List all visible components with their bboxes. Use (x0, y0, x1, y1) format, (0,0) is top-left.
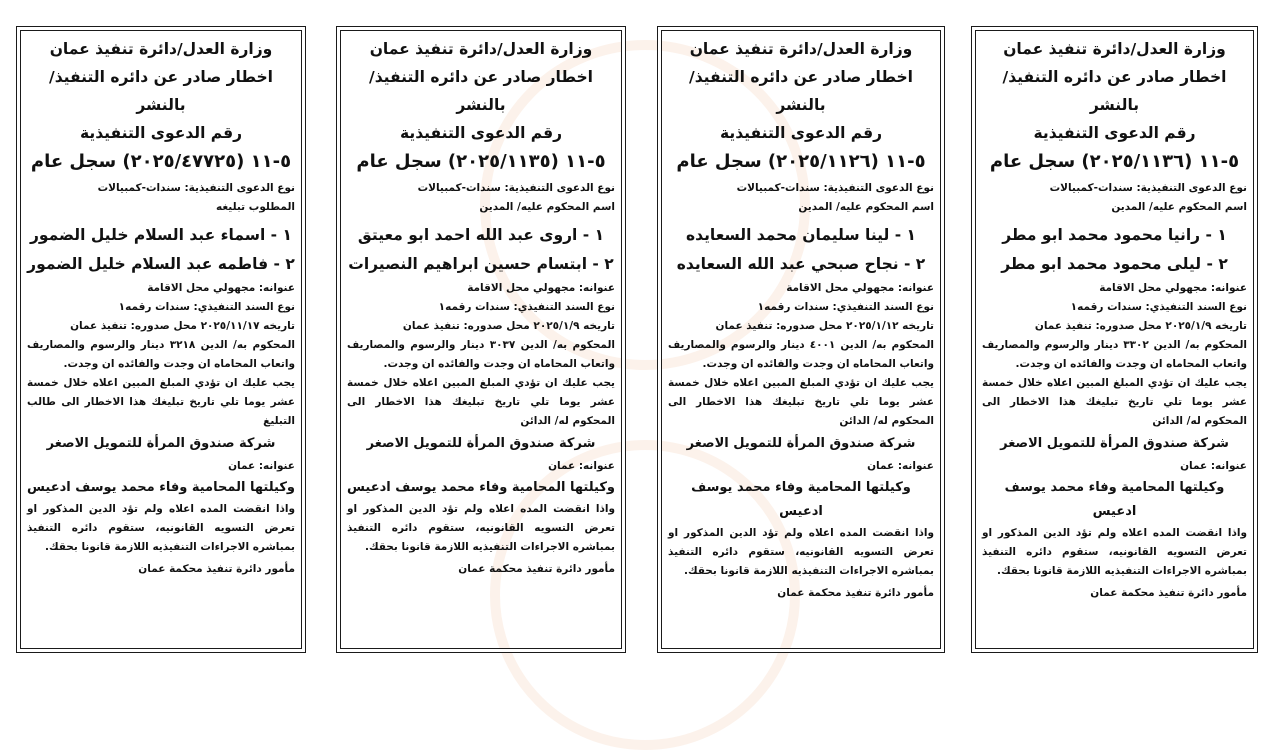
case-type: نوع الدعوى التنفيذية: سندات-كمبيالات (1049, 182, 1247, 194)
payment-demand: يجب عليك ان تؤدي المبلغ المبين اعلاه خلال خمسة عشر يوما تلي تاريخ تبليغك هذا الاخطار الى طالب التبليغ (27, 377, 295, 427)
payment-demand: يجب عليك ان تؤدي المبلغ المبين اعلاه خلال خمسة عشر يوما تلي تاريخ تبليغك هذا الاخطار الى المحكوم له/ الدائن (347, 377, 615, 427)
judgment-amount: المحكوم به/ الدين ٣٣٠٢ دينار والرسوم والمصاريف واتعاب المحاماه ان وجدت والفائده ان وجدت. (982, 339, 1247, 370)
officer-signature: مأمور دائرة تنفيذ محكمة عمان (458, 563, 615, 575)
debtor-name: ١ - لينا سليمان محمد السعايده (685, 226, 917, 244)
creditor-name: شركة صندوق المرأة للتمويل الاصغر (1000, 436, 1229, 451)
notice-card-2 (657, 26, 945, 653)
creditor-agent: وكيلتها المحامية وفاء محمد يوسف ادعيس (1004, 480, 1225, 519)
debtor-address: عنوانه: مجهولي محل الاقامة (786, 282, 934, 294)
officer-signature: مأمور دائرة تنفيذ محكمة عمان (1090, 587, 1247, 599)
bond-type: نوع السند التنفيذي: سندات رقمه١ (757, 301, 934, 313)
notice-subtitle: اخطار صادر عن دائره التنفيذ/ بالنشر (369, 68, 593, 114)
officer-signature: مأمور دائرة تنفيذ محكمة عمان (777, 587, 934, 599)
case-header: رقم الدعوى التنفيذية (399, 124, 563, 142)
bond-type: نوع السند التنفيذي: سندات رقمه١ (438, 301, 615, 313)
party-label: المطلوب تبليغه (216, 201, 295, 213)
enforcement-warning: واذا انقضت المده اعلاه ولم تؤد الدين المذكور او تعرض التسويه القانونيه، ستقوم دائره التنفيذ بمباشره الاجراءات التنفيذيه اللازمة قانونا بحقك. (27, 503, 295, 553)
ministry-heading: وزارة العدل/دائرة تنفيذ عمان (369, 40, 593, 58)
debtor-names (668, 221, 934, 279)
case-type: نوع الدعوى التنفيذية: سندات-كمبيالات (417, 182, 615, 194)
debtor-name: ٢ - فاطمه عبد السلام خليل الضمور (27, 255, 295, 273)
judgment-amount: المحكوم به/ الدين ٣٢١٨ دينار والرسوم والمصاريف واتعاب المحاماه ان وجدت والفائده ان وجدت. (27, 339, 295, 370)
notice-card-1 (971, 26, 1258, 653)
ministry-heading: وزارة العدل/دائرة تنفيذ عمان (49, 40, 273, 58)
debtor-name: ١ - رانيا محمود محمد ابو مطر (1002, 226, 1227, 244)
case-header: رقم الدعوى التنفيذية (1033, 124, 1196, 142)
party-label: اسم المحكوم عليه/ المدين (479, 201, 615, 213)
case-type: نوع الدعوى التنفيذية: سندات-كمبيالات (736, 182, 934, 194)
enforcement-warning: واذا انقضت المده اعلاه ولم تؤد الدين المذكور او تعرض التسويه القانونيه، ستقوم دائره التنفيذ بمباشره الاجراءات التنفيذيه اللازمة قانونا بحقك. (347, 503, 615, 553)
bond-date: تاريخه ٢٠٢٥/١/٩ محل صدوره: تنفيذ عمان (1034, 320, 1247, 332)
debtor-address: عنوانه: مجهولي محل الاقامة (147, 282, 295, 294)
debtor-names (27, 221, 295, 279)
judgment-amount: المحكوم به/ الدين ٣٠٣٧ دينار والرسوم والمصاريف واتعاب المحاماه ان وجدت والفائده ان وجدت. (347, 339, 615, 370)
case-number: ٥-١١ (٢٠٢٥/١١٢٦) سجل عام (676, 151, 926, 172)
debtor-name: ٢ - ليلى محمود محمد ابو مطر (1001, 255, 1228, 273)
notice-card-4 (16, 26, 306, 653)
creditor-agent: وكيلتها المحامية وفاء محمد يوسف ادعيس (691, 480, 911, 519)
bond-type: نوع السند التنفيذي: سندات رقمه١ (1070, 301, 1247, 313)
case-number: ٥-١١ (٢٠٢٥/٤٧٧٢٥) سجل عام (30, 151, 292, 172)
creditor-address: عنوانه: عمان (548, 460, 615, 472)
ministry-heading: وزارة العدل/دائرة تنفيذ عمان (1003, 40, 1226, 58)
judgment-amount: المحكوم به/ الدين ٤٠٠١ دينار والرسوم والمصاريف واتعاب المحاماه ان وجدت والفائده ان وجدت. (668, 339, 934, 370)
notice-subtitle: اخطار صادر عن دائره التنفيذ/ بالنشر (1002, 68, 1227, 114)
bond-type: نوع السند التنفيذي: سندات رقمه١ (118, 301, 295, 313)
notice-card-3 (336, 26, 626, 653)
creditor-name: شركة صندوق المرأة للتمويل الاصغر (46, 436, 276, 451)
creditor-agent: وكيلتها المحامية وفاء محمد يوسف ادعيس (347, 480, 615, 495)
case-number: ٥-١١ (٢٠٢٥/١١٣٦) سجل عام (989, 151, 1240, 172)
enforcement-warning: واذا انقضت المده اعلاه ولم تؤد الدين المذكور او تعرض التسويه القانونيه، ستقوم دائره التنفيذ بمباشره الاجراءات التنفيذيه اللازمة قانونا بحقك. (668, 527, 934, 577)
ministry-heading: وزارة العدل/دائرة تنفيذ عمان (689, 40, 913, 58)
creditor-name: شركة صندوق المرأة للتمويل الاصغر (366, 436, 596, 451)
payment-demand: يجب عليك ان تؤدي المبلغ المبين اعلاه خلال خمسة عشر يوما تلي تاريخ تبليغك هذا الاخطار الى المحكوم له/ الدائن (668, 377, 934, 427)
debtor-names (347, 221, 615, 279)
creditor-agent: وكيلتها المحامية وفاء محمد يوسف ادعيس (27, 480, 295, 495)
bond-date: تاريخه ٢٠٢٥/١/١٢ محل صدوره: تنفيذ عمان (715, 320, 934, 332)
party-label: اسم المحكوم عليه/ المدين (1111, 201, 1247, 213)
debtor-names (982, 221, 1247, 279)
payment-demand: يجب عليك ان تؤدي المبلغ المبين اعلاه خلال خمسة عشر يوما تلي تاريخ تبليغك هذا الاخطار الى المحكوم له/ الدائن (982, 377, 1247, 427)
creditor-address: عنوانه: عمان (1180, 460, 1247, 472)
bond-date: تاريخه ٢٠٢٥/١١/١٧ محل صدوره: تنفيذ عمان (70, 320, 295, 332)
creditor-address: عنوانه: عمان (867, 460, 934, 472)
party-label: اسم المحكوم عليه/ المدين (798, 201, 934, 213)
debtor-name: ١ - اسماء عبد السلام خليل الضمور (30, 226, 292, 244)
case-header: رقم الدعوى التنفيذية (79, 124, 243, 142)
debtor-address: عنوانه: مجهولي محل الاقامة (467, 282, 615, 294)
creditor-address: عنوانه: عمان (228, 460, 295, 472)
debtor-name: ٢ - نجاح صبحي عبد الله السعايده (676, 255, 926, 273)
enforcement-warning: واذا انقضت المده اعلاه ولم تؤد الدين المذكور او تعرض التسويه القانونيه، ستقوم دائره التنفيذ بمباشره الاجراءات التنفيذيه اللازمة قانونا بحقك. (982, 527, 1247, 577)
case-header: رقم الدعوى التنفيذية (719, 124, 883, 142)
creditor-name: شركة صندوق المرأة للتمويل الاصغر (686, 436, 916, 451)
debtor-address: عنوانه: مجهولي محل الاقامة (1099, 282, 1247, 294)
notice-subtitle: اخطار صادر عن دائره التنفيذ/ بالنشر (689, 68, 913, 114)
case-number: ٥-١١ (٢٠٢٥/١١٣٥) سجل عام (356, 151, 606, 172)
bond-date: تاريخه ٢٠٢٥/١/٩ محل صدوره: تنفيذ عمان (402, 320, 615, 332)
debtor-name: ١ - اروى عبد الله احمد ابو معيتق (357, 226, 605, 244)
case-type: نوع الدعوى التنفيذية: سندات-كمبيالات (97, 182, 295, 194)
debtor-name: ٢ - ابتسام حسين ابراهيم النصيرات (348, 255, 614, 273)
notice-subtitle: اخطار صادر عن دائره التنفيذ/ بالنشر (49, 68, 273, 114)
officer-signature: مأمور دائرة تنفيذ محكمة عمان (138, 563, 295, 575)
